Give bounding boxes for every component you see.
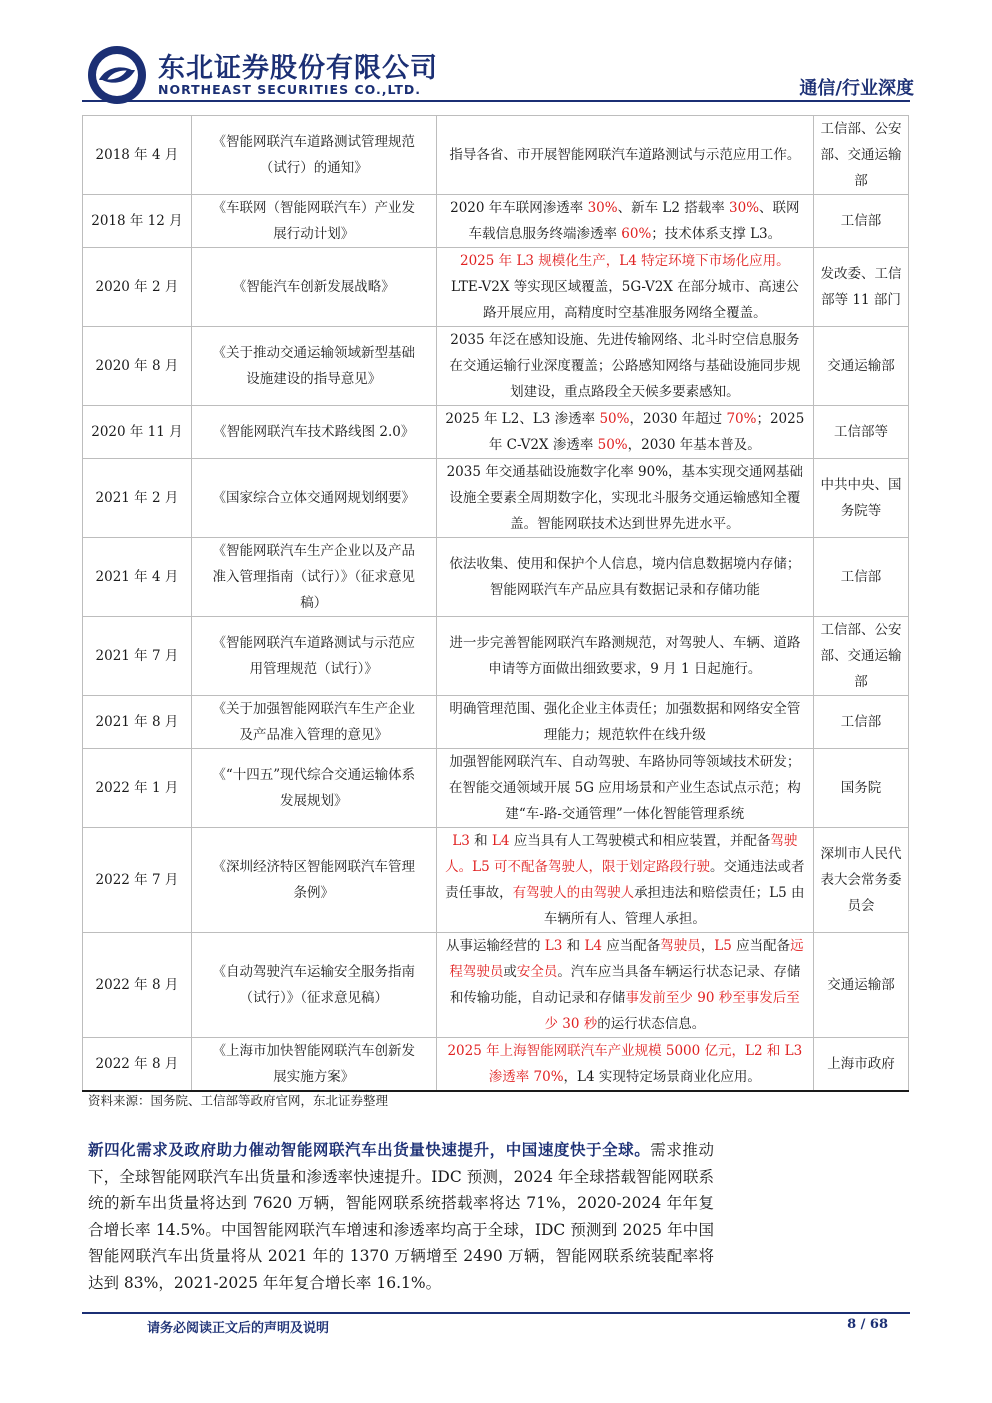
table-row <box>83 406 909 459</box>
table-row <box>83 749 909 828</box>
table-row <box>83 116 909 195</box>
table-source-note: 资料来源：国务院、工信部等政府官网，东北证券整理 <box>88 1093 389 1108</box>
policy-document: 《车联网（智能网联汽车）产业发展行动计划》 <box>191 195 436 248</box>
highlight-text: 安全员 <box>516 964 558 980</box>
highlight-text: L3 <box>544 938 563 954</box>
content-text: ，L4 实现特定场景商业化应用。 <box>563 1069 761 1085</box>
content-text: 指导各省、市开展智能网联汽车道路测试与示范应用工作。 <box>449 147 801 163</box>
policy-content <box>436 248 813 327</box>
highlight-text: 50% <box>597 437 628 453</box>
policy-date: 2021 年 4 月 <box>83 538 192 617</box>
policy-department: 工信部、公安部、交通运输部 <box>814 116 909 195</box>
paragraph-lead: 新四化需求及政府助力催动智能网联汽车出货量快速提升，中国速度快于全球。 <box>88 1140 651 1159</box>
content-text: 应当配备 <box>731 938 791 954</box>
page-number: 8 / 68 <box>847 1317 888 1332</box>
policy-table <box>82 115 909 1092</box>
policy-department: 工信部等 <box>814 406 909 459</box>
highlight-text: L5 <box>714 938 732 954</box>
policy-content <box>436 933 813 1038</box>
highlight-text: 2025 年上海智能网联汽车产业规模 5000 亿元，L2 和 L3 渗透率 70% <box>447 1043 803 1085</box>
policy-document: 《关于推动交通运输领域新型基础设施建设的指导意见》 <box>191 327 436 406</box>
content-text: 2035 年泛在感知设施、先进传输网络、北斗时空信息服务在交通运输行业深度覆盖；公路感知网络与基础设施同步规划建设，重点路段全天候多要素感知。 <box>449 332 801 400</box>
content-text: 、新车 L2 搭载率 <box>617 200 730 216</box>
highlight-text: L4 <box>584 938 602 954</box>
content-text: 或 <box>503 964 517 980</box>
page-header <box>0 0 992 110</box>
policy-document: 《上海市加快智能网联汽车创新发展实施方案》 <box>191 1038 436 1092</box>
header-divider <box>82 100 910 102</box>
policy-date: 2020 年 2 月 <box>83 248 192 327</box>
highlight-text: 70% <box>726 411 757 427</box>
highlight-text: 30% <box>729 200 760 216</box>
table-row <box>83 195 909 248</box>
table-row <box>83 327 909 406</box>
content-text: 加强智能网联汽车、自动驾驶、车路协同等领域技术研发；在智能交通领域开展 5G 应用场景和产业生态试点示范；构建“车-路-交通管理”一体化智能管理系统 <box>448 754 801 822</box>
policy-table-body <box>83 116 909 1092</box>
policy-content <box>436 617 813 696</box>
paragraph-text: 需求推动下，全球智能网联汽车出货量和渗透率快速提升。IDC 预测，2024 年全球搭载智能网联系统的新车出货量将达到 7620 万辆，智能网联系统搭载率将达 71%，2020-2024 年年复合增长率 14.5%。中国智能网联汽车增速和渗透率均高于全球，IDC 预测到 2025 年中国智能网联汽车出货量将从 2021 年的 1370 万辆增至 2490 万辆，智能网联系统装配率将达到 83%，2021-2025 年年复合增长率 16.1%。 <box>88 1141 714 1292</box>
content-text: 、联网车载信息服务终端渗透率 <box>468 200 800 242</box>
content-text: 进一步完善智能网联汽车路测规范，对驾驶人、车辆、道路申请等方面做出细致要求，9 月 1 日起施行。 <box>449 635 801 677</box>
company-name-en: NORTHEAST SECURITIES CO.,LTD. <box>158 82 422 97</box>
content-text: ，2030 年超过 <box>629 411 727 427</box>
highlight-text: 事发前至少 90 秒至事发后至少 30 秒 <box>544 990 800 1032</box>
content-text: ， <box>700 938 715 954</box>
footer-disclaimer: 请务必阅读正文后的声明及说明 <box>147 1321 330 1336</box>
policy-department: 工信部、公安部、交通运输部 <box>814 617 909 696</box>
policy-department: 工信部 <box>814 538 909 617</box>
footer-divider <box>82 1312 910 1314</box>
table-row <box>83 459 909 538</box>
highlight-text: 驾驶人。L5 可不配备驾驶人，限于划定路段行驶 <box>445 833 798 875</box>
content-text: LTE-V2X 等实现区域覆盖，5G-V2X 在部分城市、高速公路开展应用，高精度时空基准服务网络全覆盖。 <box>450 279 799 321</box>
northeast-securities-logo-icon <box>86 44 148 106</box>
table-row <box>83 933 909 1038</box>
policy-document: 《深圳经济特区智能网联汽车管理条例》 <box>191 828 436 933</box>
content-text: 明确管理范围、强化企业主体责任；加强数据和网络安全管理能力；规范软件在线升级 <box>449 701 801 743</box>
content-text: 和 <box>562 938 585 954</box>
table-row <box>83 617 909 696</box>
policy-content <box>436 459 813 538</box>
table-row <box>83 696 909 749</box>
table-row <box>83 248 909 327</box>
body-paragraph <box>88 1137 714 1296</box>
content-text: 依法收集、使用和保护个人信息，境内信息数据境内存储；智能网联汽车产品应具有数据记录和存储功能 <box>449 556 801 598</box>
highlight-text: 远程驾驶员 <box>449 938 804 980</box>
content-text: 2035 年交通基础设施数字化率 90%，基本实现交通网基础设施全要素全周期数字化，实现北斗服务交通运输感知全覆盖。智能网联技术达到世界先进水平。 <box>446 464 804 532</box>
content-text: ；技术体系支撑 L3。 <box>651 226 782 242</box>
policy-department: 发改委、工信部等 11 部门 <box>814 248 909 327</box>
policy-content <box>436 116 813 195</box>
content-text: 从事运输经营的 <box>445 938 545 954</box>
content-text: 2025 年 L2、L3 渗透率 <box>445 411 600 427</box>
policy-department: 交通运输部 <box>814 933 909 1038</box>
policy-department: 深圳市人民代表大会常务委员会 <box>814 828 909 933</box>
policy-department: 国务院 <box>814 749 909 828</box>
table-row <box>83 828 909 933</box>
policy-date: 2022 年 8 月 <box>83 933 192 1038</box>
highlight-text: 50% <box>599 411 630 427</box>
policy-content <box>436 1038 813 1092</box>
table-row <box>83 1038 909 1092</box>
policy-date: 2018 年 4 月 <box>83 116 192 195</box>
policy-date: 2021 年 7 月 <box>83 617 192 696</box>
policy-date: 2021 年 8 月 <box>83 696 192 749</box>
content-text: 的运行状态信息。 <box>597 1016 706 1032</box>
highlight-text: 有驾驶人的由驾驶人 <box>512 885 635 901</box>
policy-document: 《智能汽车创新发展战略》 <box>191 248 436 327</box>
content-text: ，2030 年基本普及。 <box>627 437 761 453</box>
policy-document: 《智能网联汽车生产企业以及产品准入管理指南（试行）》（征求意见稿） <box>191 538 436 617</box>
report-type: 通信/行业深度 <box>799 78 914 99</box>
policy-content <box>436 828 813 933</box>
highlight-text: 驾驶员 <box>660 938 701 954</box>
policy-date: 2021 年 2 月 <box>83 459 192 538</box>
policy-content <box>436 195 813 248</box>
policy-date: 2022 年 7 月 <box>83 828 192 933</box>
content-text: 。汽车应当具备车辆运行状态记录、存储和传输功能，自动记录和存储 <box>449 964 801 1006</box>
policy-document: 《“十四五”现代综合交通运输体系发展规划》 <box>191 749 436 828</box>
policy-document: 《智能网联汽车道路测试与示范应用管理规范（试行）》 <box>191 617 436 696</box>
policy-date: 2020 年 8 月 <box>83 327 192 406</box>
highlight-text: 30% <box>587 200 618 216</box>
policy-content <box>436 696 813 749</box>
policy-document: 《智能网联汽车技术路线图 2.0》 <box>191 406 436 459</box>
policy-department: 工信部 <box>814 696 909 749</box>
policy-department: 上海市政府 <box>814 1038 909 1092</box>
highlight-text: 2025 年 L3 规模化生产，L4 特定环境下市场化应用。 <box>460 253 790 269</box>
policy-date: 2018 年 12 月 <box>83 195 192 248</box>
highlight-text: 60% <box>621 226 652 242</box>
content-text: 承担违法和赔偿责任；L5 由车辆所有人、管理人承担。 <box>543 885 805 927</box>
policy-department: 交通运输部 <box>814 327 909 406</box>
policy-content <box>436 749 813 828</box>
content-text: 2020 年车联网渗透率 <box>450 200 588 216</box>
policy-date: 2022 年 1 月 <box>83 749 192 828</box>
table-row <box>83 538 909 617</box>
policy-date: 2020 年 11 月 <box>83 406 192 459</box>
content-text: 。交通违法或者责任事故， <box>445 859 805 901</box>
policy-department: 中共中央、国务院等 <box>814 459 909 538</box>
policy-document: 《关于加强智能网联汽车生产企业及产品准入管理的意见》 <box>191 696 436 749</box>
content-text: 应当配备 <box>602 938 661 954</box>
policy-department: 工信部 <box>814 195 909 248</box>
policy-date: 2022 年 8 月 <box>83 1038 192 1092</box>
content-text: ；2025 年 C-V2X 渗透率 <box>488 411 805 453</box>
highlight-text: L3 <box>452 833 470 849</box>
content-text: 应当具有人工驾驶模式和相应装置，并配备 <box>509 833 771 849</box>
policy-document: 《智能网联汽车道路测试管理规范（试行）的通知》 <box>191 116 436 195</box>
highlight-text: L4 <box>491 833 510 849</box>
content-text: 和 <box>469 833 492 849</box>
policy-document: 《自动驾驶汽车运输安全服务指南（试行）》（征求意见稿） <box>191 933 436 1038</box>
policy-content <box>436 406 813 459</box>
policy-content <box>436 538 813 617</box>
policy-document: 《国家综合立体交通网规划纲要》 <box>191 459 436 538</box>
company-name-cn: 东北证券股份有限公司 <box>158 53 438 84</box>
policy-content <box>436 327 813 406</box>
